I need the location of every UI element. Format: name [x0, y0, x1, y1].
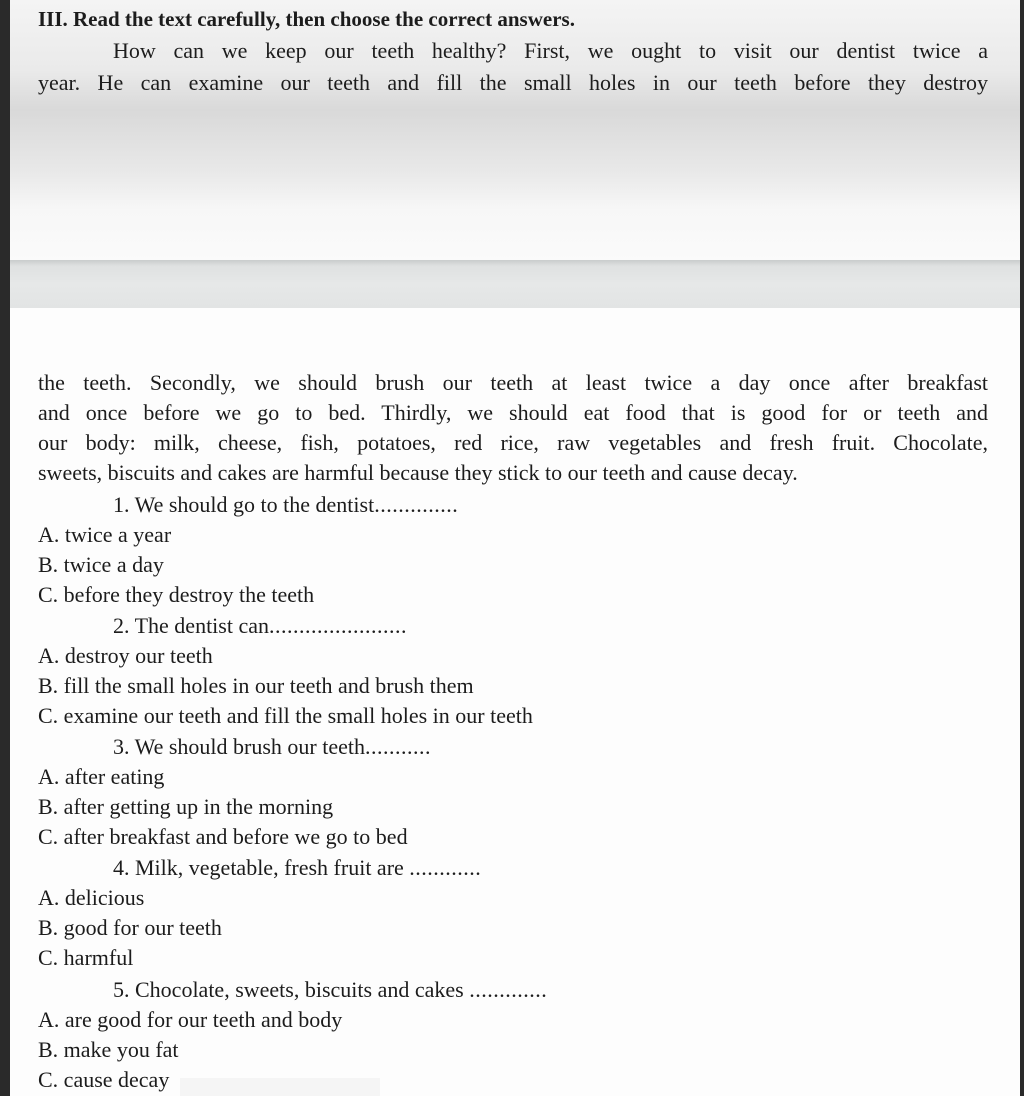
option-5c: C. cause decay	[38, 1067, 170, 1092]
answer-blank: ............	[409, 855, 482, 880]
passage-line: How can we keep our teeth healthy? First, we ought to visit our dentist twice a	[113, 38, 988, 63]
option-3c: C. after breakfast and before we go to bed	[38, 824, 408, 849]
question-2	[113, 613, 407, 639]
passage-line: sweets, biscuits and cakes are harmful because they stick to our teeth and cause decay.	[38, 460, 798, 485]
scan-shadow	[180, 1078, 380, 1096]
passage-line: our body: milk, cheese, fish, potatoes, red rice, raw vegetables and fresh fruit. Chocolate,	[38, 430, 988, 455]
question-stem: 4. Milk, vegetable, fresh fruit are	[113, 855, 404, 880]
option-4c: C. harmful	[38, 945, 134, 970]
option-3a: A. after eating	[38, 764, 165, 789]
question-4	[113, 855, 481, 881]
question-stem: 2. The dentist can	[113, 613, 269, 638]
option-1a: A. twice a year	[38, 522, 172, 547]
question-1	[113, 492, 458, 518]
question-stem: 1. We should go to the dentist	[113, 492, 375, 517]
page-divider	[10, 260, 1020, 308]
question-stem: 3. We should brush our teeth	[113, 734, 366, 759]
passage-line: year. He can examine our teeth and fill the small holes in our teeth before they destroy	[38, 70, 988, 95]
option-1c: C. before they destroy the teeth	[38, 582, 315, 607]
answer-blank: ..............	[374, 492, 459, 517]
option-2b: B. fill the small holes in our teeth and brush them	[38, 673, 474, 698]
option-4a: A. delicious	[38, 885, 145, 910]
option-2c: C. examine our teeth and fill the small holes in our teeth	[38, 703, 533, 728]
exercise-heading: III. Read the text carefully, then choose the correct answers.	[38, 7, 575, 31]
option-2a: A. destroy our teeth	[38, 643, 213, 668]
option-3b: B. after getting up in the morning	[38, 794, 334, 819]
passage-line: and once before we go to bed. Thirdly, we should eat food that is good for or teeth and	[38, 400, 988, 425]
answer-blank: .............	[469, 977, 548, 1002]
option-4b: B. good for our teeth	[38, 915, 222, 940]
question-stem: 5. Chocolate, sweets, biscuits and cakes	[113, 977, 464, 1002]
question-5	[113, 977, 547, 1003]
answer-blank: .......................	[269, 613, 407, 638]
question-3	[113, 734, 431, 760]
answer-blank: ...........	[365, 734, 432, 759]
option-5b: B. make you fat	[38, 1037, 179, 1062]
option-5a: A. are good for our teeth and body	[38, 1007, 343, 1032]
passage-line: the teeth. Secondly, we should brush our teeth at least twice a day once after breakfast	[38, 370, 988, 395]
option-1b: B. twice a day	[38, 552, 164, 577]
